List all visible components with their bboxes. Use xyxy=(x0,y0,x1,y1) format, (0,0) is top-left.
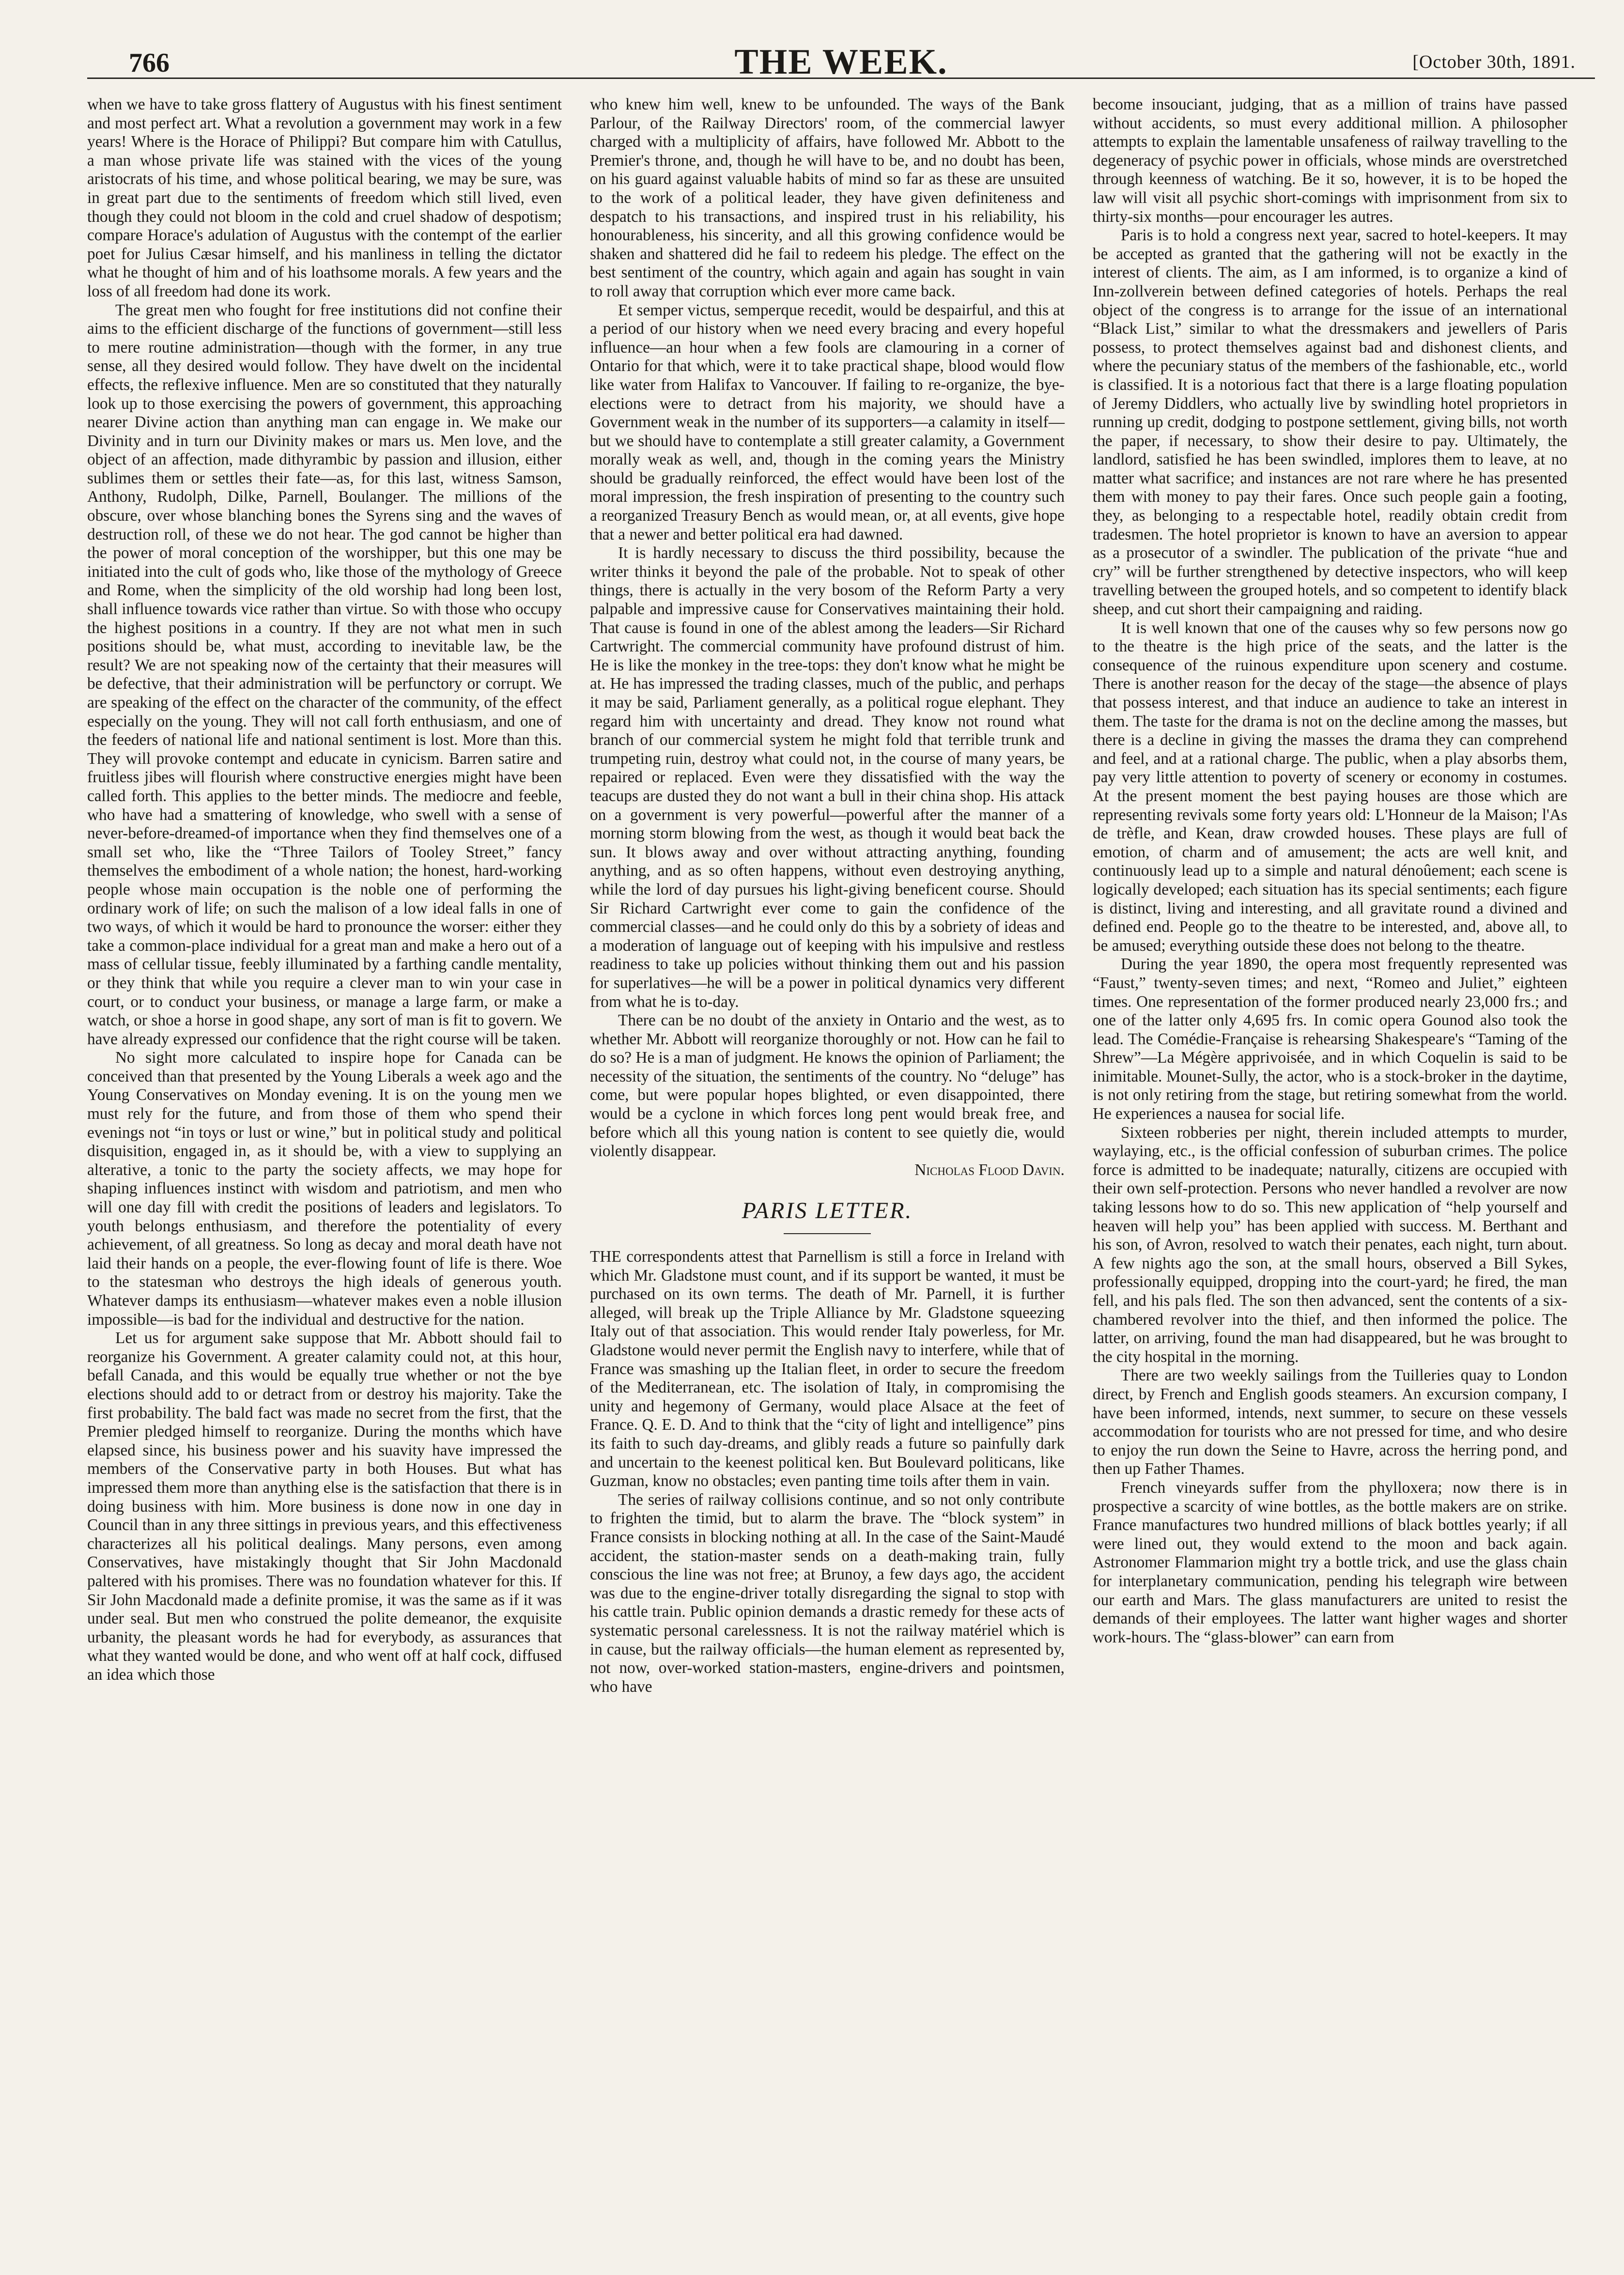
paragraph: The great men who fought for free institutions did not confine their aims to the efficient discharge of the functions of government—still less to mere routine administration—though with the former, in any true sense, all they desired would follow. They have dwelt on the incidental effects, the reflexive influence. Men are so constituted that they naturally look up to those exercising the powers of government, this approaching nearer Divine action than anything man can engage in. We make our Divinity and in turn our Divinity makes or mars us. Men love, and the object of an affection, made dithyrambic by passion and illusion, either sublimes them or settles their fate—as, for this last, witness Samson, Anthony, Rudolph, Dilke, Parnell, Boulanger. The millions of the obscure, over whose blanching bones the Syrens sing and the waves of destruction roll, of these we do not hear. The god cannot be higher than the power of moral conception of the worshipper, but this one may be initiated into the cult of gods who, like those of the mythology of Greece and Rome, when the simplicity of the old worship had long been lost, shall influence towards vice rather than virtue. So with those who occupy the highest positions in a country. If they are not what men in such positions should be, what must, according to inevitable law, be the result? We are not speaking now of the certainty that their measures will be defective, that their administration will be perfunctory or corrupt. We are speaking of the effect on the character of the community, of the effect especially on the young. They will not call forth enthusiasm, and one of the feeders of national life and national sentiment is lost. More than this. They will provoke contempt and educate in cynicism. Barren satire and fruitless jibes will flourish where constructive energies might have been called forth. This applies to the better minds. The mediocre and feeble, who have had a smattering of knowledge, who swell with a sense of never-before-dreamed-of importance when they find themselves one of a small set who, like the “Three Tailors of Tooley Street,” fancy themselves the embodiment of a whole nation; the honest, hard-working people whose main occupation is the noble one of performing the ordinary work of life; on such the malison of a low ideal falls in one of two ways, of which it would be hard to pronounce the worser: either they take a common-place individual for a great man and make a hero out of a mass of cellular tissue, feebly illuminated by a farthing candle mentality, or they think that while you require a clever man to win your case in court, or to conduct your business, or manage a large farm, or make a watch, or shoe a horse in good shape, any sort of man is fit to govern. We have already expressed our confidence that the right course will be taken. xyxy=(87,301,562,1048)
paragraph: French vineyards suffer from the phylloxera; now there is in prospective a scarcity of wine bottles, as the bottle makers are on strike. France manufactures two hundred millions of black bottles yearly; if all were lined out, they would extend to the moon and back again. Astronomer Flammarion might try a bottle trick, and use the glass chain for interplanetary communication, pending his telegraph wire between our earth and Mars. The glass manufacturers are united to resist the demands of their employees. The latter want higher wages and shorter work-hours. The “glass-blower” can earn from xyxy=(1093,1478,1567,1646)
page-number: 766 xyxy=(129,48,170,78)
paragraph: There are two weekly sailings from the Tuilleries quay to London direct, by French and English goods steamers. An excursion company, I have been informed, intends, next summer, to secure on these vessels accommodation for tourists who are not pressed for time, and who desire to enjoy the run down the Seine to Havre, across the herring pond, and then up Father Thames. xyxy=(1093,1366,1567,1478)
paragraph: who knew him well, knew to be unfounded. The ways of the Bank Parlour, of the Railway Directors' room, of the commercial lawyer charged with a multiplicity of affairs, have followed Mr. Abbott to the Premier's throne, and, though he will have to be, and no doubt has been, on his guard against valuable habits of mind so far as these are unsuited to the work of a political leader, they have given definiteness and despatch to his transactions, and inspired trust in his reliability, his honourableness, his sincerity, and all this growing confidence would be shaken and shattered did he fail to redeem his pledge. The effect on the best sentiment of the country, which again and again has sought in vain to roll away that corruption which ever more came back. xyxy=(590,95,1065,300)
column-left xyxy=(87,95,562,1696)
masthead xyxy=(87,19,1595,82)
paragraph: No sight more calculated to inspire hope for Canada can be conceived than that presented by the Young Liberals a week ago and the Young Conservatives on Monday evening. It is on the young men we must rely for the future, and from those of them who spend their evenings not “in toys or lust or wine,” but in political study and political disquisition, engaged in, as it should be, with a view to supplying an alterative, a tonic to the party the society affects, we may hope for shaping influences instinct with wisdom and patriotism, and men who will one day fill with credit the positions of leaders and legislators. To youth belongs enthusiasm, and therefore the potentiality of every achievement, of all greatness. So long as decay and moral death have not laid their hands on a people, the ever-flowing fount of life is there. Woe to the statesman who destroys the high ideals of generous youth. Whatever damps its enthusiasm—whatever makes even a noble illusion impossible—is bad for the individual and destructive for the nation. xyxy=(87,1049,562,1329)
signature-line xyxy=(590,1161,1065,1180)
paragraph: There can be no doubt of the anxiety in Ontario and the west, as to whether Mr. Abbott will reorganize thoroughly or not. How can he fail to do so? He is a man of judgment. He knows the opinion of Parliament; the necessity of the situation, the sentiments of the country. No “deluge” has come, but were popular hopes blighted, or even disappointed, there would be a cyclone in which forces long pent would break free, and before which all this young nation is content to see quietly die, would violently disappear. xyxy=(590,1011,1065,1161)
paragraph: become insouciant, judging, that as a million of trains have passed without accidents, so must every additional million. A philosopher attempts to explain the lamentable unsafeness of railway travelling to the degeneracy of psychic power in officials, whose minds are overstretched through keenness of watching. Be it so, however, it is to be hoped the law will visit all psychic short-comings with imprisonment from six to thirty-six months—pour encourager les autres. xyxy=(1093,95,1567,226)
paragraph: The series of railway collisions continue, and so not only contribute to frighten the timid, but to alarm the brave. The “block system” in France consists in blocking nothing at all. In the case of the Saint-Maudé accident, the station-master sends on a death-making train, fully conscious the line was not free; at Brunoy, a few days ago, the accident was due to the engine-driver totally disregarding the signal to stop with his cattle train. Public opinion demands a drastic remedy for these acts of systematic personal carelessness. It is not the railway matériel which is in cause, but the railway officials—the human element as represented by, not now, over-worked station-masters, engine-drivers and pointsmen, who have xyxy=(590,1490,1065,1696)
section-title: PARIS LETTER. xyxy=(742,1198,913,1224)
section-divider xyxy=(784,1233,871,1234)
paragraph: Paris is to hold a congress next year, sacred to hotel-keepers. It may be accepted as granted that the gathering will not be exactly in the interest of clients. The aim, as I am informed, is to organize a kind of Inn-zollverein between defined categories of hotels. Perhaps the real object of the congress is to arrange for the issue of an international “Black List,” similar to what the dressmakers and jewellers of Paris possess, to protect themselves against bad and dishonest clients, and where the pecuniary status of the members of the fashionable, etc., world is classified. It is a notorious fact that there is a large floating population of Jeremy Diddlers, who actually live by swindling hotel proprietors in running up credit, dodging to postpone settlement, giving bills, not worth the paper, if necessary, to show their desire to pay. Ultimately, the landlord, satisfied he has been swindled, implores them to leave, at no matter what sacrifice; and instances are not rare where he has presented them with money to pay their fares. Once such people gain a footing, they, as belonging to a respectable hotel, readily obtain credit from tradesmen. The hotel proprietor is known to have an aversion to appear as a prosecutor of a swindler. The publication of the private “hue and cry” will be further strengthened by detective inspectors, who will keep travelling between the grouped hotels, and so competent to identify black sheep, and cut short their campaigning and raiding. xyxy=(1093,226,1567,619)
paragraph: when we have to take gross flattery of Augustus with his finest sentiment and most perfect art. What a revolution a government may work in a few years! Where is the Horace of Philippi? But compare him with Catullus, a man whose private life was stained with the vices of the young aristocrats of his time, and whose political bearing, we may be sure, was in great part due to the sentiments of freedom which still lived, even though they could not bloom in the cold and cruel shadow of despotism; compare Horace's adulation of Augustus with the contempt of the earlier poet for Julius Cæsar himself, and his manliness in telling the dictator what he thought of him and of his loathsome morals. A few years and the loss of all freedom had done its work. xyxy=(87,95,562,300)
paragraph: Et semper victus, semperque recedit, would be despairful, and this at a period of our history when we need every bracing and every hopeful influence—an hour when a few fools are clamouring in a corner of Ontario for that which, were it to take practical shape, blood would flow like water from Halifax to Vancouver. If failing to re-organize, the bye-elections were to detract from his majority, we should have a Government weak in the number of its supporters—a calamity in itself—but we should have to contemplate a still greater calamity, a Government morally weak as well, and, though in the coming years the Ministry should be gradually reinforced, the effect would have been lost of the moral impression, the fresh inspiration of presenting to the country such a reorganized Treasury Bench as would mean, or, at all events, give hope that a newer and better political era had dawned. xyxy=(590,301,1065,543)
column-middle xyxy=(590,95,1065,1696)
paragraph: Let us for argument sake suppose that Mr. Abbott should fail to reorganize his Government. A greater calamity could not, at this hour, befall Canada, and this would be equally true whether or not the bye elections should add to or detract from or destroy his majority. Take the first probability. The bald fact was made no secret from the first, that the Premier pledged himself to reorganize. During the months which have elapsed since, his business power and his suavity have impressed the members of the Conservative party in both Houses. But what has impressed them more than anything else is the satisfaction that there is in doing business with him. More business is done now in one day in Council than in any three sittings in previous years, and this effectiveness characterizes all his political dealings. Many persons, even among Conservatives, have mistakingly thought that Sir John Macdonald paltered with his promises. There was no foundation whatever for this. If Sir John Macdonald made a definite promise, it was the same as if it was under seal. But men who construed the polite demeanor, the exquisite urbanity, the pleasant words he had for everybody, as assurances that what they wanted would be done, and who went off at half cock, diffused an idea which those xyxy=(87,1329,562,1684)
paragraph: Sixteen robberies per night, therein included attempts to murder, waylaying, etc., is the official confession of suburban crimes. The police force is admitted to be inadequate; naturally, citizens are occupied with their own self-protection. Persons who never handled a revolver are now taking lessons how to do so. This new application of “help yourself and heaven will help you” has been applied with success. M. Berthant and his son, of Avron, resolved to watch their penates, each night, turn about. A few nights ago the son, at the small hours, observed a Bill Sykes, professionally equipped, dropping into the court-yard; he fired, the man fell, and his pals fled. The son then advanced, sent the contents of a six-chambered revolver into the thief, and then informed the police. The latter, on arriving, found the man had disappeared, but he was brought to the city hospital in the morning. xyxy=(1093,1123,1567,1366)
author-signature: Nicholas Flood Davin. xyxy=(914,1161,1065,1179)
paragraph: It is well known that one of the causes why so few persons now go to the theatre is the high price of the seats, and the latter is the consequence of the ruinous expenditure upon scenery and costume. There is another reason for the decay of the stage—the absence of plays that possess interest, and that induce an audience to take an interest in them. The taste for the drama is not on the decline among the masses, but there is a decline in giving the masses the drama they can comprehend and feel, and at a rational charge. The public, when a play absorbs them, pay very little attention to poverty of scenery or economy in costumes. At the present moment the best paying houses are those which are representing revivals some forty years old: L'Honneur de la Maison; l'As de trèfle, and Kean, draw crowded houses. These plays are full of emotion, of charm and of amusement; the acts are well knit, and continuously lead up to a simple and natural dénoûement; each scene is logically developed; each situation has its special sentiments; each figure is distinct, living and interesting, and all gravitate round a divined and defined end. People go to the theatre to be interested, and, above all, to be amused; everything outside these does not belong to the theatre. xyxy=(1093,619,1567,955)
paragraph: During the year 1890, the opera most frequently represented was “Faust,” twenty-seven times; and next, “Romeo and Juliet,” eighteen times. One representation of the former produced nearly 23,000 frs.; and one of the latter only 4,695 frs. In comic opera Gounod also took the lead. The Comédie-Française is rehearsing Shakespeare's “Taming of the Shrew”—La Mégère apprivoisée, and in which Coquelin is said to be inimitable. Mounet-Sully, the actor, who is a stock-broker in the daytime, is not only retiring from the stage, but retiring somewhat from the world. He experiences a nausea for social life. xyxy=(1093,955,1567,1123)
paragraph-paris-lead: THE correspondents attest that Parnellism is still a force in Ireland with which Mr. Gladstone must count, and if its support be wanted, it must be purchased on its own terms. The death of Mr. Parnell, it is further alleged, will break up the Triple Alliance by Mr. Gladstone squeezing Italy out of that association. This would render Italy powerless, for Mr. Gladstone would never permit the English navy to interfere, while that of France was smashing up the Italian fleet, in order to secure the freedom of the Mediterranean, etc. The isolation of Italy, in compromising the unity and hegemony of Germany, would place Alsace at the feet of France. Q. E. D. And to think that the “city of light and intelligence” pins its faith to such day-dreams, and glibly reads a future so painfully dark and uncertain to the keenest political ken. But Boulevard politicans, like Guzman, know no obstacles; even panting time toils after them in vain. xyxy=(590,1248,1065,1490)
journal-title: THE WEEK. xyxy=(734,42,948,82)
paragraph: It is hardly necessary to discuss the third possibility, because the writer thinks it beyond the pale of the probable. Not to speak of other things, there is actually in the very bosom of the Reform Party a very palpable and impressive cause for Conservatives maintaining their hold. That cause is found in one of the ablest among the leaders—Sir Richard Cartwright. The commercial community have profound distrust of him. He is like the monkey in the tree-tops: they don't know what he might be at. He has impressed the trading classes, much of the public, and perhaps it may be said, Parliament generally, as a political rogue elephant. They regard him with uncertainty and dread. They know not round what branch of our commercial system he might fold that terrible trunk and trumpeting ruin, destroy what could not, in the course of many years, be repaired or replaced. Even were they dissatisfied with the way the teacups are dusted they do not want a bull in their china shop. His attack on a government is very powerful—powerful after the manner of a morning storm blowing from the west, as though it would beat back the sun. It blows away and over without attracting anything, founding anything, and as so often happens, without even destroying anything, while the lord of day pursues his light-giving beneficent course. Should Sir Richard Cartwright ever come to gain the confidence of the commercial classes—and he could only do this by a sobriety of ideas and a moderation of language out of keeping with his impulsive and restless readiness to take up policies without thinking them out and his passion for superlatives—he will be a power in political dynamics very different from what he is to-day. xyxy=(590,544,1065,1011)
column-right xyxy=(1093,95,1567,1696)
columns xyxy=(87,95,1595,1696)
issue-date: [October 30th, 1891. xyxy=(1412,52,1576,72)
